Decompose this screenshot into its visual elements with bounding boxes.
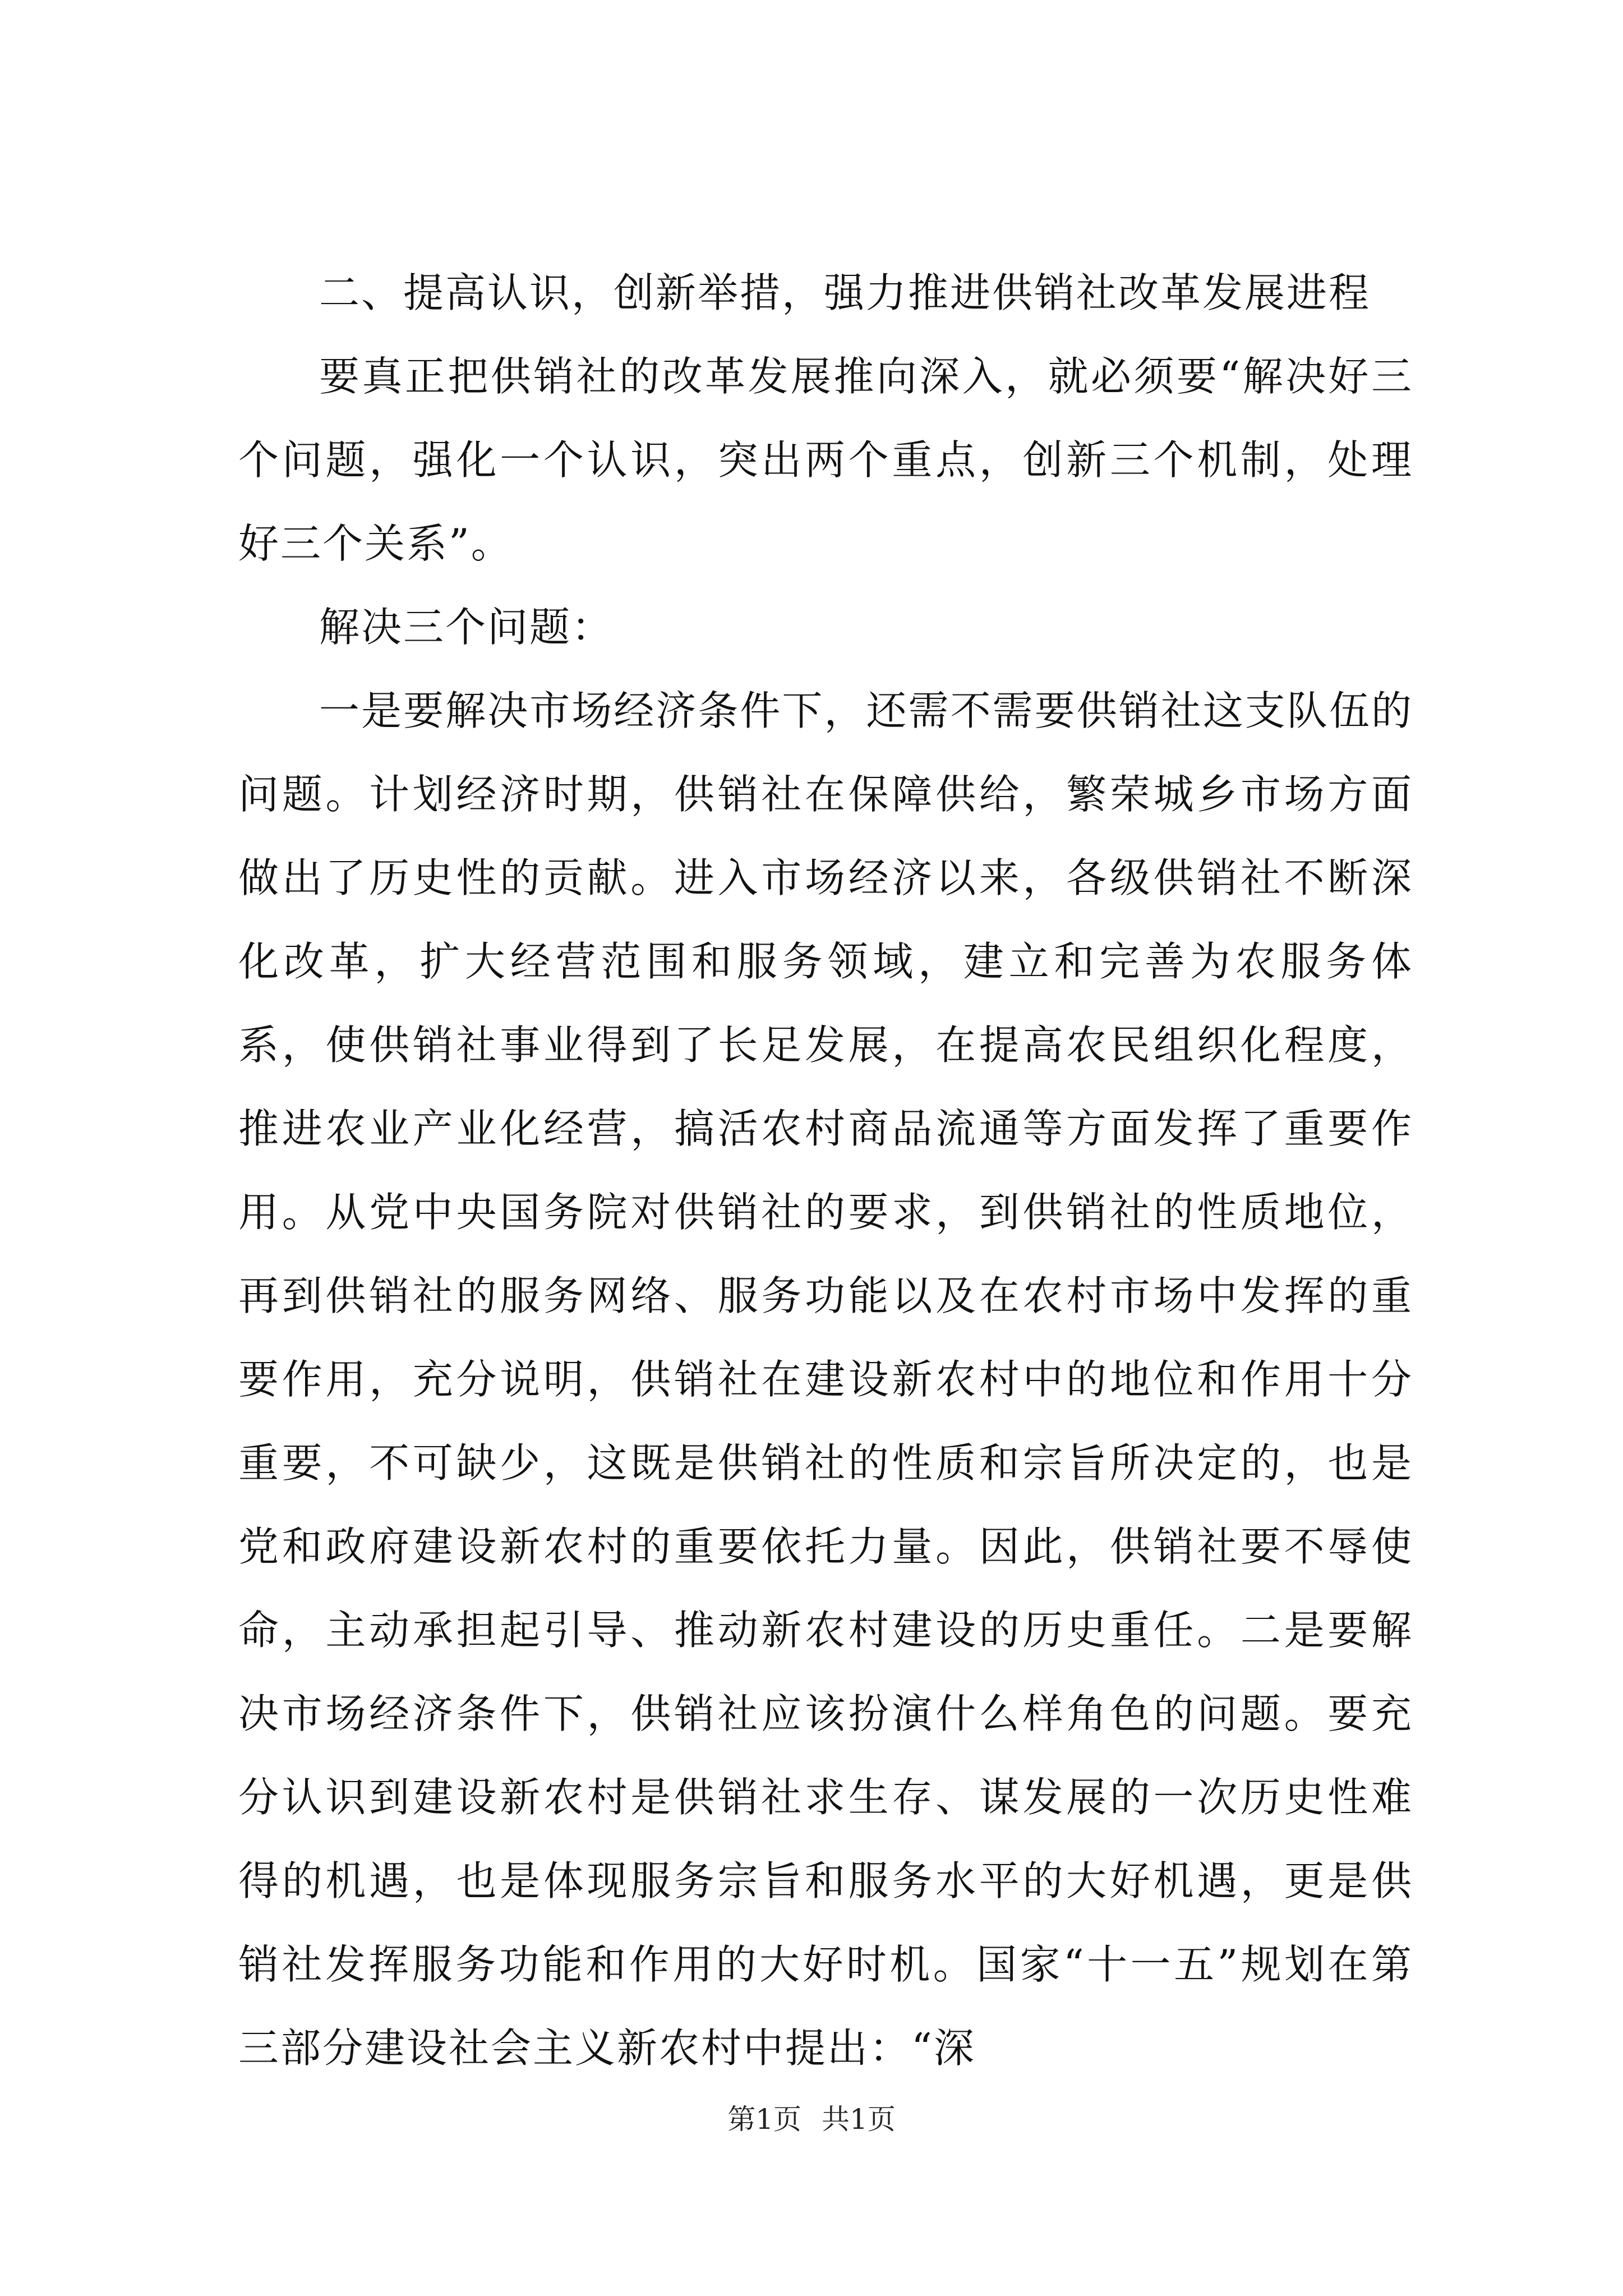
- page-number: 第1页: [727, 2103, 802, 2136]
- page-total: 共1页: [821, 2103, 896, 2136]
- section-heading: 二、提高认识，创新举措，强力推进供销社改革发展进程: [319, 269, 1371, 316]
- paragraph-main: 一是要解决市场经济条件下，还需不需要供销社这支队伍的问题。计划经济时期，供销社在保障供给，繁荣城乡市场方面做出了历史性的贡献。进入市场经济以来，各级供销社不断深化改革，扩大经营范围和服务领域，建立和完善为农服务体系，使供销社事业得到了长足发展，在提高农民组织化程度，推进农业产业化经营，搞活农村商品流通等方面发挥了重要作用。从党中央国务院对供销社的要求，到供销社的性质地位，再到供销社的服务网络、服务功能以及在农村市场中发挥的重要作用，充分说明，供销社在建设新农村中的地位和作用十分重要，不可缺少，这既是供销社的性质和宗旨所决定的，也是党和政府建设新农村的重要依托力量。因此，供销社要不辱使命，主动承担起引导、推动新农村建设的历史重任。二是要解决市场经济条件下，供销社应该扮演什么样角色的问题。要充分认识到建设新农村是供销社求生存、谋发展的一次历史性难得的机遇，也是体现服务宗旨和服务水平的大好机遇，更是供销社发挥服务功能和作用的大好时机。国家“十一五”规划在第三部分建设社会主义新农村中提出：“深: [238, 687, 1413, 2072]
- document-body: [238, 251, 1413, 2090]
- paragraph-subheading: 解决三个问题：: [319, 604, 614, 651]
- paragraph-intro: 要真正把供销社的改革发展推向深入，就必须要“解决好三个问题，强化一个认识，突出两个重点，创新三个机制，处理好三个关系”。: [238, 353, 1413, 567]
- page-footer: [0, 2097, 1623, 2137]
